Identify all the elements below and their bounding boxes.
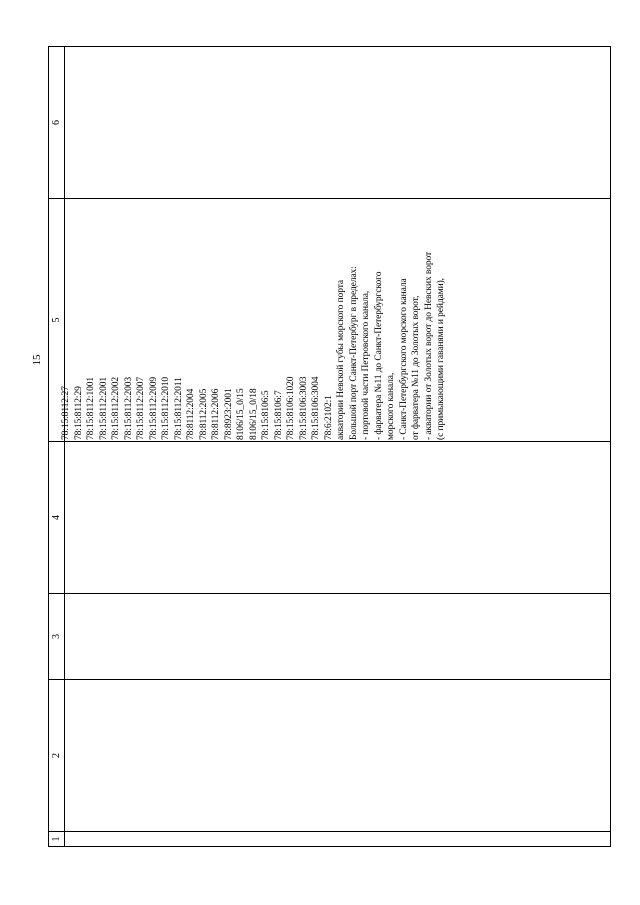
text-line: (с примыкающими гаванями и рейдами), xyxy=(436,278,446,440)
text-line: 78:15:8112:2007 xyxy=(136,376,146,440)
cell-column-4 xyxy=(65,442,611,594)
text-line: 78:15:8112:2001 xyxy=(98,376,109,440)
cell-column-5 xyxy=(61,199,611,442)
text-line: 78:15:8112:2002 xyxy=(111,376,121,440)
cell-column-1 xyxy=(65,832,611,847)
text-line: 8106/15_0/15 xyxy=(236,388,246,440)
header-row xyxy=(49,47,65,847)
column-header-3: 3 xyxy=(49,594,65,680)
column-header-4: 4 xyxy=(49,442,65,594)
text-line: акватории Невской губы морского порта xyxy=(336,279,346,440)
text-line: 78:15:8112:1001 xyxy=(86,376,96,440)
text-line: 78:15:8106:7 xyxy=(273,390,284,440)
table-row xyxy=(65,47,611,847)
text-line: 78:6:2102:1 xyxy=(323,395,334,440)
cell-column-3 xyxy=(65,594,611,680)
text-line: морского канала, xyxy=(386,372,396,440)
cell-column-6 xyxy=(65,47,611,199)
text-line: 78:15:8106:3003 xyxy=(298,376,309,440)
text-line: - фарватера №11 до Санкт-Петербургского xyxy=(373,271,384,440)
data-table xyxy=(48,46,611,847)
text-line: 78:8112:2004 xyxy=(186,388,196,440)
text-line: 78:8112:2006 xyxy=(211,388,221,440)
text-line: Большой порт Санкт-Петербург в пределах: xyxy=(348,266,359,440)
text-line: 78:15:8112:2003 xyxy=(123,376,134,440)
column-header-5: 5 xyxy=(49,199,65,442)
text-line: 78:15:8112:2010 xyxy=(161,376,171,440)
page-number: 15 xyxy=(31,354,43,366)
text-line: 78:15:8112:29 xyxy=(73,386,84,440)
text-line: 78:15:8106:3004 xyxy=(311,376,321,440)
text-line: от фарватера №11 до Золотых ворот, xyxy=(411,295,421,440)
text-line: 78:8923:2001 xyxy=(223,388,234,440)
text-line: 78:15:8112:2011 xyxy=(173,377,184,440)
text-line: 78:15:8112:2009 xyxy=(148,376,159,440)
text-line: - акватории от Золотых ворот до Невских ворот xyxy=(423,251,434,440)
column-header-2: 2 xyxy=(49,680,65,832)
column-header-1: 1 xyxy=(49,832,65,847)
text-line: 78:15:8112:27 xyxy=(61,386,71,440)
text-line: - Санкт-Петербургского морского канала xyxy=(398,278,409,440)
column-header-6: 6 xyxy=(49,47,65,199)
rotated-table-container xyxy=(48,47,611,847)
text-line: 8106/15_0/18 xyxy=(248,388,259,440)
text-line: - портовой части Петровского канала, xyxy=(361,290,371,440)
text-line: 78:15:8106:1020 xyxy=(286,376,296,440)
cell-column-2 xyxy=(65,680,611,832)
cadastral-numbers-and-port-description xyxy=(60,199,448,440)
text-line: 78:8112:2005 xyxy=(198,388,209,440)
text-line: 78:15:8106:5 xyxy=(261,390,271,440)
